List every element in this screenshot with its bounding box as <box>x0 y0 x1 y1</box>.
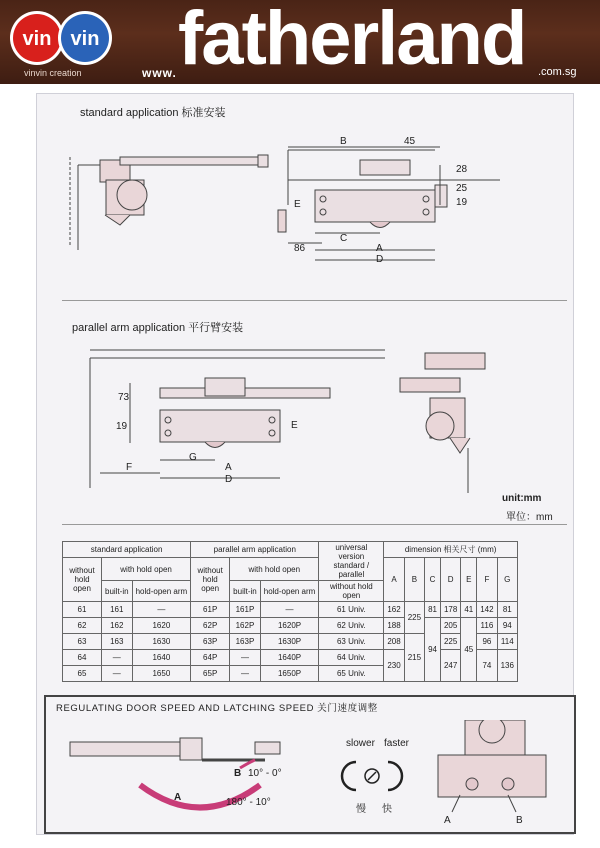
cell: 94 <box>497 618 517 634</box>
cell: 96 <box>477 634 497 650</box>
th-parallel: parallel arm application <box>191 542 319 558</box>
th-without-hold-open: without hold open <box>63 558 102 602</box>
th-hold-open-arm: hold-open arm <box>132 581 191 602</box>
cell: 61 Univ. <box>319 602 384 618</box>
table-header-row <box>63 542 518 558</box>
dim-86: 86 <box>294 243 306 254</box>
th-built-in: built-in <box>102 581 133 602</box>
th-hold-open-arm-p: hold-open arm <box>260 581 319 602</box>
cell: 41 <box>461 602 477 618</box>
th-F: F <box>477 558 497 602</box>
th-B: B <box>404 558 424 602</box>
logo-vin-right: vin <box>70 28 100 50</box>
standard-side-view <box>70 155 268 250</box>
table-row <box>63 634 518 650</box>
cell: 161P <box>230 602 261 618</box>
cell: — <box>132 602 191 618</box>
parallel-front-view <box>90 350 385 488</box>
th-univ-without: without hold open <box>319 581 384 602</box>
parallel-diagram <box>60 338 560 498</box>
cell: 62P <box>191 618 230 634</box>
dim-A: A <box>376 243 383 254</box>
cell: 161 <box>102 602 133 618</box>
dim-D-parallel: D <box>225 474 233 485</box>
angle-A: 180° - 10° <box>226 797 271 808</box>
th-standard: standard application <box>63 542 191 558</box>
parallel-side-view <box>400 353 485 493</box>
unit-label: unit:mm <box>502 493 542 504</box>
header-banner <box>0 0 600 84</box>
th-without-hold-open-p: without hold open <box>191 558 230 602</box>
cell: 162 <box>102 618 133 634</box>
cell: 62 <box>63 618 102 634</box>
cell: 225 <box>440 634 460 650</box>
cell: 63 <box>63 634 102 650</box>
th-G: G <box>497 558 517 602</box>
cell: 162 <box>384 602 404 618</box>
parallel-title: parallel arm application 平行臂安装 <box>72 322 244 334</box>
cell: 65 <box>63 666 102 682</box>
table-row <box>63 650 518 666</box>
th-universal: universal version standard / parallel <box>319 542 384 581</box>
cell: 64P <box>191 650 230 666</box>
table-subheader-row <box>63 558 518 581</box>
cell: 81 <box>497 602 517 618</box>
cell: 205 <box>440 618 460 634</box>
cell-B-top: 225 <box>404 602 424 634</box>
cell-G-merged: 136 <box>497 650 517 682</box>
dim-19: 19 <box>456 197 468 208</box>
cell: 63 Univ. <box>319 634 384 650</box>
cell: — <box>102 666 133 682</box>
cell: — <box>102 650 133 666</box>
slower-cn-label: 慢 <box>356 804 366 815</box>
cell: 1640P <box>260 650 319 666</box>
spec-table <box>62 541 518 682</box>
section-divider <box>62 300 567 301</box>
valve-B-label: B <box>516 815 523 826</box>
cell: 163 <box>102 634 133 650</box>
section-divider-2 <box>62 524 567 525</box>
cell: 61P <box>191 602 230 618</box>
standard-title: standard application 标准安装 <box>80 107 226 119</box>
cell: — <box>260 602 319 618</box>
valve-A-label: A <box>444 815 451 826</box>
dim-B: B <box>340 136 347 147</box>
cell: — <box>230 666 261 682</box>
th-A: A <box>384 558 404 602</box>
unit-label-cn: 單位：mm <box>506 512 553 523</box>
cell: 116 <box>477 618 497 634</box>
vinvin-logo <box>8 8 114 70</box>
label-A: A <box>174 792 182 803</box>
cell: 63P <box>191 634 230 650</box>
cell: 65P <box>191 666 230 682</box>
cell: 114 <box>497 634 517 650</box>
faster-label: faster <box>384 738 410 749</box>
th-E: E <box>461 558 477 602</box>
th-built-in-p: built-in <box>230 581 261 602</box>
cell: 1630 <box>132 634 191 650</box>
cell: 1650P <box>260 666 319 682</box>
cell: 64 <box>63 650 102 666</box>
dim-25: 25 <box>456 183 468 194</box>
regulating-diagram <box>60 720 560 825</box>
cell: 142 <box>477 602 497 618</box>
th-D: D <box>440 558 460 602</box>
th-dimension: dimension 相关尺寸 (mm) <box>384 542 518 558</box>
valve-body-diagram <box>438 720 546 812</box>
th-with-hold-open-p: with hold open <box>230 558 319 581</box>
speed-valve-icon <box>342 762 402 790</box>
faster-cn-label: 快 <box>382 804 392 815</box>
cell: 81 <box>425 602 441 618</box>
th-C: C <box>425 558 441 602</box>
cell: 178 <box>440 602 460 618</box>
table-row <box>63 618 518 634</box>
dim-28: 28 <box>456 164 468 175</box>
th-with-hold-open: with hold open <box>102 558 191 581</box>
slower-label: slower <box>346 738 375 749</box>
brand-name: fatherland <box>178 0 526 81</box>
cell: 1640 <box>132 650 191 666</box>
logo-vin-left: vin <box>22 28 52 50</box>
logo-caption: vinvin creation <box>24 68 82 78</box>
cell: 64 Univ. <box>319 650 384 666</box>
cell: 65 Univ. <box>319 666 384 682</box>
angle-B: 10° - 0° <box>248 768 282 779</box>
label-B: B <box>234 768 242 779</box>
dim-E-parallel: E <box>291 420 298 431</box>
cell: 1650 <box>132 666 191 682</box>
dim-73: 73 <box>118 392 130 403</box>
dim-A-parallel: A <box>225 462 232 473</box>
cell: 1620P <box>260 618 319 634</box>
www-prefix: www. <box>142 66 177 80</box>
cell: 162P <box>230 618 261 634</box>
regulating-title: REGULATING DOOR SPEED AND LATCHING SPEED 关门速度调整 <box>56 703 378 714</box>
dim-C: C <box>340 233 348 244</box>
cell: 163P <box>230 634 261 650</box>
cell: — <box>230 650 261 666</box>
cell-C-merged: 94 <box>425 618 441 682</box>
cell-E-merged: 45 <box>461 618 477 682</box>
cell-F-merged: 74 <box>477 650 497 682</box>
dim-D: D <box>376 254 384 265</box>
cell: 208 <box>384 634 404 650</box>
dim-E: E <box>294 199 301 210</box>
domain-suffix: .com.sg <box>538 66 577 78</box>
dim-19-parallel: 19 <box>116 421 128 432</box>
cell: 62 Univ. <box>319 618 384 634</box>
cell: 1620 <box>132 618 191 634</box>
cell-D-merged: 247 <box>440 650 460 682</box>
cell-B-bottom: 215 <box>404 634 424 682</box>
cell: 1630P <box>260 634 319 650</box>
cell-A-merged: 230 <box>384 650 404 682</box>
cell: 61 <box>63 602 102 618</box>
dim-F: F <box>126 462 133 473</box>
table-row <box>63 602 518 618</box>
standard-diagram <box>60 125 560 295</box>
dim-45: 45 <box>404 136 416 147</box>
dim-G: G <box>189 452 197 463</box>
cell: 188 <box>384 618 404 634</box>
